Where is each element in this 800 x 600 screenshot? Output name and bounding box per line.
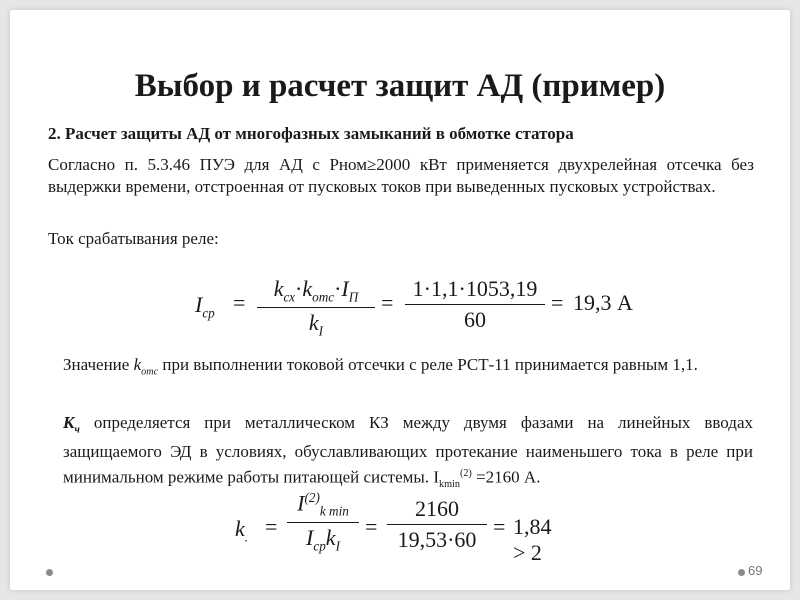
formula2-eq1: =: [265, 514, 278, 539]
formula2-numerator1: $I^{(2)}_{k min}$: [297, 490, 349, 519]
formula1-eq1: =: [233, 290, 246, 315]
formula1-numerator2: 1·1,1·1053,19: [412, 276, 538, 301]
page-number: 69: [748, 563, 763, 578]
formula1-eq2: =: [381, 290, 394, 315]
paragraph-relay-current: Ток срабатывания реле:: [48, 229, 219, 248]
formula2-result: 1,84 > 2: [513, 514, 552, 565]
formula1-fraction1: [257, 276, 375, 340]
formula2-lhs: $k_.$: [235, 516, 249, 545]
formula1-result: 19,3 А: [573, 290, 633, 315]
slide-title: Выбор и расчет защит АД (пример): [134, 68, 666, 104]
formula-relay-current: [195, 272, 635, 340]
formula2-eq3: =: [493, 514, 506, 539]
formula-sensitivity: [235, 488, 565, 566]
formula2-denominator2: 19,53·60: [397, 527, 477, 552]
formula1-denominator2: 60: [464, 307, 486, 332]
left-dot-icon: [46, 569, 53, 576]
paragraph-sensitivity: $К_ч$ определяется при металлическом КЗ между двумя фазами на линейных вводах защищаемого ЭД в условиях, обуславливающих протекание наименьшего тока в реле при минимальном режиме работы питающей системы. $I_{kmin}^{(2)} =2160$ А.: [63, 413, 753, 491]
formula2-numerator2: 2160: [415, 496, 459, 521]
formula2-eq2: =: [365, 514, 378, 539]
formula2-denominator1: $I_{ср}k_I$: [306, 524, 340, 554]
formula1-numerator1: $k_{сх}\cdot k_{отс}\cdot I_П$: [273, 276, 359, 305]
right-dot-icon: [738, 569, 745, 576]
formula1-lhs: $I_{ср}$: [195, 292, 215, 321]
formula1-eq3: =: [551, 290, 564, 315]
slide: [10, 10, 790, 590]
formula1-denominator1: $k_I$: [308, 310, 324, 339]
section-heading: 2. Расчет защиты АД от многофазных замыканий в обмотке статора: [48, 124, 574, 143]
formula2-fraction2: [387, 496, 487, 553]
paragraph-kotc-value: Значение $k_{отс}$ при выполнении токовой отсечки с реле РСТ-11 принимается равным 1,1.: [63, 355, 698, 378]
formula2-fraction1: [287, 490, 359, 554]
formula1-fraction2: [405, 276, 545, 333]
paragraph-pue-rule: Согласно п. 5.3.46 ПУЭ для АД с Pном≥2000 кВт применяется двухрелейная отсечка без выдержки времени, отстроенная от пусковых токов при выведенных пусковых устройствах.: [48, 155, 754, 196]
